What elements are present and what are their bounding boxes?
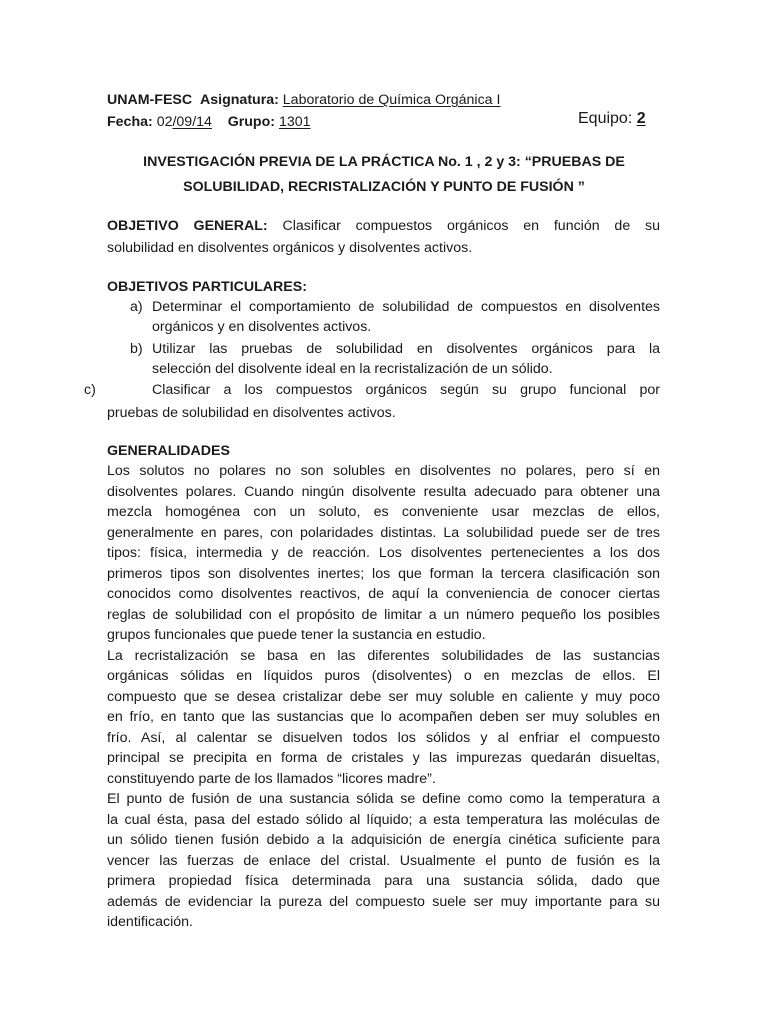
objective-c-marker: c): [84, 382, 96, 398]
generalities-line: vencer las fuerzas de enlace del cristal. Usualmente el punto de fusión es la: [107, 852, 660, 869]
date-label: Fecha:: [107, 114, 153, 130]
institution: UNAM-FESC: [107, 92, 193, 108]
generalities-line: identificación.: [107, 914, 193, 930]
subject-value: Laboratorio de Química Orgánica I: [282, 92, 501, 108]
generalities-line: reglas de solubilidad con el propósito de limitar a un número pequeño los posibles: [107, 606, 660, 623]
generalities-line: mezcla homogénea con un soluto, es conveniente usar mezclas de ellos,: [107, 504, 660, 520]
general-objective-line-2: solubilidad en disolventes orgánicos y disolventes activos.: [107, 240, 473, 256]
generalities-line: generalmente en pares, con polaridades distintas. La solubilidad puede ser de tres: [107, 524, 660, 541]
date-day: 02: [156, 114, 173, 130]
header-line-2: [107, 112, 311, 132]
objective-b-line-1: Utilizar las pruebas de solubilidad en disolventes orgánicos para la: [152, 341, 660, 357]
generalities-line: orgánicas sólidas en líquidos puros (disolventes) o en mezclas de ellos. El: [107, 668, 660, 684]
generalities-line: conocidos como disolventes reactivos, de aquí la conveniencia de conocer ciertas: [107, 586, 660, 602]
generalities-line: frío. Así, al calentar se disuelven todos los sólidos y al enfriar el compuesto: [107, 729, 660, 746]
header-line-1: [107, 90, 500, 110]
generalities-line: además de evidenciar la pureza del compuesto suele ser muy importante para su: [107, 893, 660, 910]
generalities-line: un sólido tienen fusión debido a la adquisición de energía cinética suficiente para: [107, 832, 660, 848]
objective-a-line-2: orgánicos y en disolventes activos.: [152, 319, 372, 335]
generalities-line: en frío, en tanto que las sustancias que lo acompañen deben ser muy solubles en: [107, 709, 660, 725]
objective-b-marker: b): [130, 341, 143, 357]
date-rest: /09/14: [172, 114, 212, 130]
objective-b-line-2: selección del disolvente ideal en la recristalización de un sólido.: [152, 361, 553, 377]
generalities-line: primera propiedad física determinada para una sustancia sólida, dado que: [107, 873, 660, 889]
generalities-line: La recristalización se basa en las diferentes solubilidades de las sustancias: [107, 647, 660, 664]
document-title-line-1: INVESTIGACIÓN PREVIA DE LA PRÁCTICA No. 1 , 2 y 3: “PRUEBAS DE: [143, 154, 625, 170]
generalities-line: Los solutos no polares no son solubles en disolventes no polares, pero sí en: [107, 463, 660, 479]
particular-objectives-heading: OBJETIVOS PARTICULARES:: [107, 279, 307, 295]
general-objective-label: OBJETIVO GENERAL:: [107, 218, 268, 234]
team-label: Equipo:: [578, 110, 633, 127]
objective-c-line-2: pruebas de solubilidad en disolventes activos.: [107, 405, 396, 421]
objective-c-line-1: Clasificar a los compuestos orgánicos según su grupo funcional por: [152, 382, 660, 398]
general-objective-line-1: [107, 216, 660, 236]
team-block: [578, 110, 646, 128]
generalities-line: constituyendo parte de los llamados “licores madre”.: [107, 770, 436, 787]
generalities-line: la cual ésta, pasa del estado sólido al líquido; a esta temperatura las moléculas de: [107, 811, 660, 828]
group-label: Grupo:: [227, 114, 275, 130]
generalities-line: tipos: física, intermedia y de reacción. Los disolventes pertenecientes a los dos: [107, 545, 660, 561]
document-title-line-2: SOLUBILIDAD, RECRISTALIZACIÓN Y PUNTO DE FUSIÓN ”: [183, 179, 585, 195]
generalities-heading: GENERALIDADES: [107, 443, 230, 459]
group-value: 1301: [278, 114, 311, 130]
general-objective-text-1: Clasificar compuestos orgánicos en función de su: [282, 218, 661, 234]
generalities-line: compuesto que se desea cristalizar debe ser muy soluble en caliente y muy poco: [107, 688, 660, 705]
generalities-line: primeros tipos son disolventes inertes; los que forman la tercera clasificación son: [107, 565, 660, 582]
generalities-line: principal se precipita en forma de cristales y las impurezas quedarán disueltas,: [107, 750, 660, 766]
objective-a-line-1: Determinar el comportamiento de solubilidad de compuestos en disolventes: [152, 299, 660, 315]
objective-a-marker: a): [130, 299, 143, 315]
team-value: 2: [636, 110, 646, 127]
generalities-line: disolventes polares. Cuando ningún disolvente resulta adecuado para obtener una: [107, 483, 660, 500]
generalities-line: grupos funcionales que puede tener la sustancia en estudio.: [107, 627, 486, 643]
subject-label: Asignatura:: [200, 92, 279, 108]
generalities-line: El punto de fusión de una sustancia sólida se define como como la temperatura a: [107, 791, 660, 807]
